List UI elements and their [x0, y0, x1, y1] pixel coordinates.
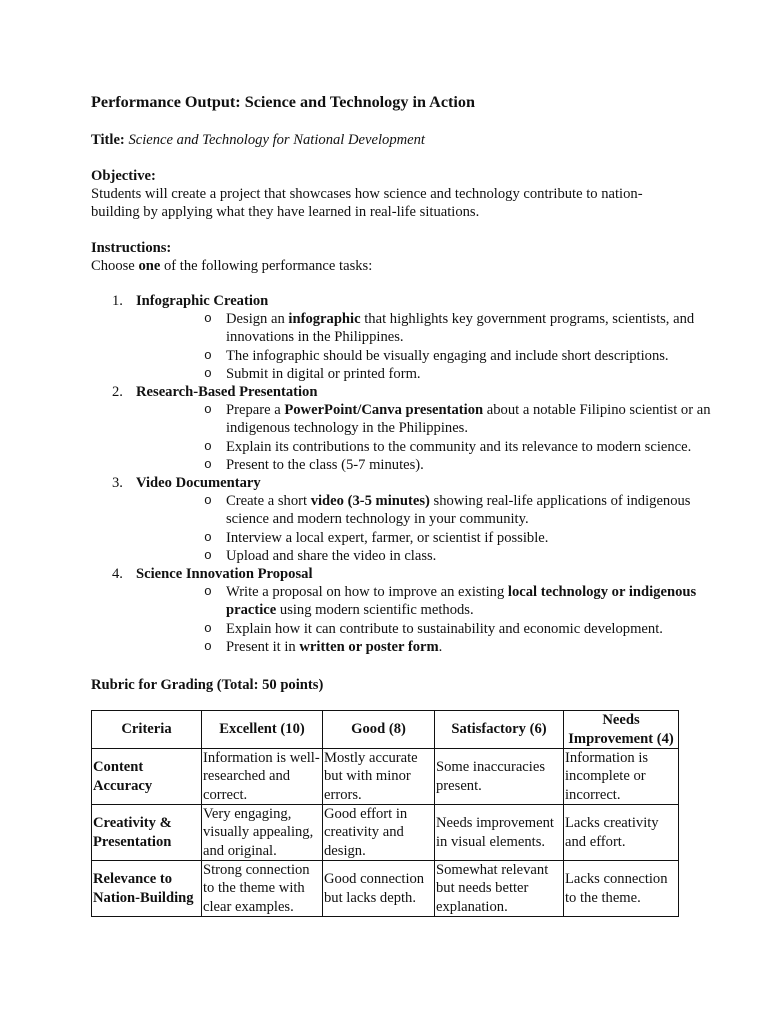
sub-item	[136, 310, 721, 346]
sub-item	[136, 620, 721, 638]
sub-item	[136, 401, 721, 437]
title-line	[91, 131, 425, 149]
table-header-cell: Excellent (10)	[202, 711, 323, 749]
item-text: Present it in	[226, 638, 300, 655]
sub-list	[136, 492, 691, 565]
title-value: Science and Technology for National Development	[128, 132, 425, 148]
table-cell: Lacks creativity and effort.	[564, 805, 679, 861]
objective-heading: Objective:	[91, 168, 156, 184]
task-item	[91, 474, 691, 565]
item-bold: written or poster form	[299, 638, 439, 655]
bullet-icon: o	[204, 638, 212, 654]
item-bold: infographic	[288, 311, 361, 328]
task-number: 3.	[112, 475, 123, 492]
rubric-table	[91, 710, 679, 917]
task-title: Video Documentary	[136, 475, 261, 492]
task-number: 4.	[112, 566, 123, 583]
table-cell: Very engaging, visually appealing, and original.	[202, 805, 323, 861]
item-text: Present to the class (5-7 minutes).	[226, 456, 424, 473]
task-item	[91, 565, 697, 656]
table-cell: Good effort in creativity and design.	[323, 805, 435, 861]
instructions-pre: Choose	[91, 258, 139, 274]
bullet-icon: o	[204, 347, 212, 363]
item-text: Write a proposal on how to improve an existing	[226, 584, 508, 601]
table-header-cell: Good (8)	[323, 711, 435, 749]
item-bold: video (3-5 minutes)	[310, 493, 430, 510]
bullet-icon: o	[204, 547, 212, 563]
objective-text: Students will create a project that showcases how science and technology contribute to nation-building by applying what they have learned in real-life situations.	[91, 186, 643, 221]
sub-item	[136, 547, 721, 565]
task-number: 1.	[112, 293, 123, 309]
rubric-heading: Rubric for Grading (Total: 50 points)	[91, 677, 324, 693]
bullet-icon: o	[204, 529, 212, 545]
item-text: showing real-life applications of indigenous science and modern technology in your community.	[226, 493, 691, 528]
item-text: Submit in digital or printed form.	[226, 365, 421, 382]
table-header-cell: Needs Improvement (4)	[564, 711, 679, 749]
table-cell: Information is incomplete or incorrect.	[564, 749, 679, 805]
table-cell: Information is well-researched and correct.	[202, 749, 323, 805]
task-item	[91, 383, 711, 474]
sub-list	[136, 310, 695, 383]
sub-list	[136, 401, 711, 474]
document-title: Performance Output: Science and Technology in Action	[91, 93, 476, 111]
criteria-cell: Relevance to Nation-Building	[92, 861, 202, 917]
item-text: .	[438, 638, 443, 655]
sub-item	[136, 529, 721, 547]
bullet-icon: o	[204, 456, 212, 472]
instructions-post: of the following performance tasks:	[160, 258, 373, 274]
bullet-icon: o	[204, 311, 212, 327]
bullet-icon: o	[204, 402, 212, 418]
item-text: using modern scientific methods.	[276, 602, 474, 619]
title-label: Title:	[91, 132, 125, 148]
table-header-cell: Satisfactory (6)	[435, 711, 564, 749]
sub-item	[136, 492, 721, 528]
bullet-icon: o	[204, 493, 212, 509]
table-cell: Mostly accurate but with minor errors.	[323, 749, 435, 805]
sub-item	[136, 365, 721, 383]
bullet-icon: o	[204, 365, 212, 381]
task-title: Infographic Creation	[136, 293, 269, 309]
item-text: that highlights key government programs, scientists, and innovations in the Philippines.	[226, 311, 695, 346]
instructions-heading: Instructions:	[91, 240, 172, 256]
task-title: Research-Based Presentation	[136, 384, 318, 401]
task-item	[91, 292, 695, 383]
item-bold: local technology or indigenous practice	[226, 584, 697, 619]
item-text: Create a short	[226, 493, 311, 510]
item-text: Explain its contributions to the community and its relevance to modern science.	[226, 438, 692, 455]
table-cell: Somewhat relevant but needs better explanation.	[435, 861, 564, 917]
sub-item	[136, 638, 721, 656]
item-text: The infographic should be visually engaging and include short descriptions.	[226, 347, 669, 364]
table-cell: Lacks connection to the theme.	[564, 861, 679, 917]
table-cell: Strong connection to the theme with clear examples.	[202, 861, 323, 917]
table-cell: Needs improvement in visual elements.	[435, 805, 564, 861]
item-text: about a notable Filipino scientist or an indigenous technology in the Philippines.	[226, 402, 711, 437]
task-title: Science Innovation Proposal	[136, 566, 313, 583]
sub-item	[136, 438, 721, 456]
bullet-icon: o	[204, 438, 212, 454]
table-row	[92, 749, 679, 805]
task-number: 2.	[112, 384, 123, 401]
sub-item	[136, 347, 721, 365]
instructions-bold: one	[138, 258, 161, 274]
item-text: Explain how it can contribute to sustainability and economic development.	[226, 620, 663, 637]
table-cell: Good connection but lacks depth.	[323, 861, 435, 917]
item-bold: PowerPoint/Canva presentation	[284, 402, 484, 419]
item-text: Design an	[226, 311, 289, 328]
sub-list	[136, 583, 697, 656]
criteria-cell: Content Accuracy	[92, 749, 202, 805]
criteria-cell: Creativity & Presentation	[92, 805, 202, 861]
bullet-icon: o	[204, 620, 212, 636]
table-header-cell: Criteria	[92, 711, 202, 749]
table-cell: Some inaccuracies present.	[435, 749, 564, 805]
task-list	[91, 292, 711, 656]
table-row	[92, 805, 679, 861]
sub-item	[136, 583, 721, 619]
table-header-row	[92, 711, 679, 749]
item-text: Interview a local expert, farmer, or scientist if possible.	[226, 529, 549, 546]
table-row	[92, 861, 679, 917]
bullet-icon: o	[204, 584, 212, 600]
item-text: Prepare a	[226, 402, 285, 419]
instructions-text	[91, 257, 372, 275]
sub-item	[136, 456, 721, 474]
item-text: Upload and share the video in class.	[226, 547, 437, 564]
